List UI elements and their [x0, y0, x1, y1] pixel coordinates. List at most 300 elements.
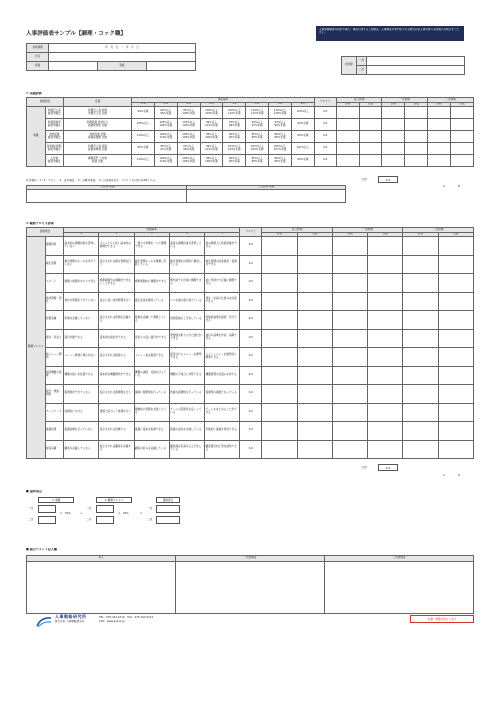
sec1-score-cell[interactable] — [428, 155, 451, 167]
sec1-level-header: 4.0 — [291, 103, 314, 107]
sec2-level-cell: 報連相の模範となっている — [205, 385, 240, 404]
equals: = — [140, 512, 143, 515]
sec2-level-cell: 機器の扱いが乱暴である — [64, 366, 99, 385]
sec1-score-cell[interactable] — [450, 155, 473, 167]
dept-label: 所属 — [27, 62, 49, 71]
evaluator-second-label: 二次 — [357, 66, 367, 75]
sec2-item: 接客意識 — [45, 440, 64, 459]
sec2-score-cell[interactable] — [438, 422, 473, 441]
sec1-score-cell[interactable] — [336, 155, 359, 167]
sec2-level-cell: 的確な報連相を行っている — [169, 385, 204, 404]
sec1-item: 人件費 前期実績比 — [45, 155, 64, 167]
sec1-score-header: 評価 — [382, 103, 405, 107]
sec1-header-weight: ウエイト — [314, 98, 336, 107]
sec1-level-cell: 101%以上 103%未満 — [177, 119, 200, 131]
sec1-score-cell[interactable] — [336, 119, 359, 131]
sec2-level-cell: 周囲と協力して業務を行う — [99, 403, 134, 422]
sec1-level-cell: 110%以上 — [132, 131, 155, 143]
sec2-score-cell[interactable] — [332, 292, 367, 311]
sec1-level-cell: 80%未満 — [291, 155, 314, 167]
sec2-level-cell: 積極的に周囲を支援している — [134, 403, 169, 422]
table-row — [27, 403, 474, 422]
sec1-def: 調理部門 人件費 前期 比較 — [64, 155, 132, 167]
sec2-level-header: 5 — [205, 233, 240, 237]
sec2-level-cell: ヒットメニューを継続的に開発できる — [205, 348, 240, 367]
final-process-first[interactable] — [96, 505, 114, 513]
sec2-score-cell[interactable] — [297, 255, 332, 274]
sec2-box-c: C — [443, 474, 445, 477]
sec1-point-header: 点数 — [450, 103, 473, 107]
sec2-score-cell[interactable] — [438, 255, 473, 274]
sec2-level-cell: 顧客を意識していない — [64, 440, 99, 459]
sec2-score-cell[interactable] — [262, 237, 297, 256]
sec2-score-cell[interactable] — [262, 422, 297, 441]
final-total-first[interactable] — [156, 505, 180, 513]
sec2-score-cell[interactable] — [368, 366, 403, 385]
sec2-score-cell[interactable] — [438, 366, 473, 385]
sec2-weight-cell[interactable]: 0.0 — [240, 422, 262, 441]
sec2-score-cell[interactable] — [297, 329, 332, 348]
sec1-level-header: 2.0 — [246, 103, 269, 107]
sec2-level-cell: 顧客満足を高める工夫をしている — [169, 440, 204, 459]
sec1-comment-second-field[interactable] — [186, 190, 346, 203]
sec2-level-cell: 原価を意識して調理している — [134, 311, 169, 330]
sec2-score-cell[interactable] — [332, 274, 367, 293]
sec1-level-cell: 93%以上 95%未満 — [269, 119, 292, 131]
sec2-total-value: 0.0 — [378, 464, 398, 471]
table-row — [27, 292, 474, 311]
sec2-level-cell: 原価低減策を提案・実行できる — [205, 311, 240, 330]
sec2-level-cell: 機器の不具合に対処できる — [169, 366, 204, 385]
sec2-score-cell[interactable] — [403, 292, 438, 311]
sec2-level-cell: 衛生管理の改善提案・指導ができる — [205, 255, 240, 274]
sec2-score-cell[interactable] — [332, 348, 367, 367]
table-row — [27, 107, 474, 119]
sec1-level-cell: 93%未満 — [291, 119, 314, 131]
sec2-score-cell[interactable] — [438, 385, 473, 404]
sec2-weight-cell[interactable]: 0.0 — [240, 329, 262, 348]
sec2-score-cell[interactable] — [368, 403, 403, 422]
sec1-score-cell[interactable] — [428, 119, 451, 131]
sec1-score-cell[interactable] — [336, 143, 359, 155]
final-second-label-1: 二次 — [28, 518, 34, 521]
sec2-level-cell: 機器管理の仕組みを作れる — [205, 366, 240, 385]
sec1-level-cell: 101%以上 103%未満 — [223, 143, 246, 155]
sec2-score-cell[interactable] — [262, 348, 297, 367]
process-table — [26, 227, 474, 459]
sec1-group-label: 業績 — [27, 107, 46, 167]
sec1-level-cell: 95%以上 97%未満 — [246, 119, 269, 131]
sec2-level-cell: ロスを最小限に抑えている — [169, 292, 204, 311]
sec2-level-cell: 後輩指導を行っていない — [64, 422, 99, 441]
sec2-score-cell[interactable] — [368, 440, 403, 459]
sec1-weight-cell[interactable]: 0.0 — [314, 131, 336, 143]
employee-info-table — [26, 43, 196, 71]
sec1-level-cell: 115%以上 120%未満 — [269, 107, 292, 119]
sec2-level-cell: 標準時間内の調理ができないことがある — [99, 274, 134, 293]
sec2-weight-cell[interactable]: 0.0 — [240, 403, 262, 422]
sec1-def: 料理原価 食材仕入 前期原価率 比較 — [64, 119, 132, 131]
sec1-level-cell: 85%以上 90%未満 — [246, 131, 269, 143]
sec1-title: ① 業績評価 — [26, 92, 42, 95]
sec2-score-cell[interactable] — [438, 237, 473, 256]
sec2-score-cell[interactable] — [403, 366, 438, 385]
sec2-level-cell: 基本的な機器操作ができる — [99, 366, 134, 385]
final-gyoseki-label: ① 業績 — [38, 497, 74, 503]
sec1-level-cell: 80%未満 — [291, 131, 314, 143]
sec2-score-cell[interactable] — [297, 422, 332, 441]
sec2-level-cell: 指示されれば顧客を意識する — [99, 440, 134, 459]
sec1-score-cell[interactable] — [359, 119, 382, 131]
sec1-level-header: 3.0 — [269, 103, 292, 107]
sec2-score-cell[interactable] — [297, 403, 332, 422]
evaluator-label: 評価者 — [342, 57, 357, 75]
sec2-level-cell: 季節感を取り入れた盛付ができる — [169, 329, 204, 348]
sec1-level-cell: 90%以上 95%未満 — [223, 155, 246, 167]
sec1-score-cell[interactable] — [405, 155, 428, 167]
table-row — [27, 143, 474, 155]
sec2-header-self: 自己評価 — [262, 228, 333, 233]
sec2-score-cell[interactable] — [438, 348, 473, 367]
sec2-score-cell[interactable] — [438, 311, 473, 330]
sec2-score-cell[interactable] — [332, 385, 367, 404]
sec2-score-cell[interactable] — [368, 292, 403, 311]
sec1-score-cell[interactable] — [382, 131, 405, 143]
sec1-level-header: -1.0 — [177, 103, 200, 107]
sec2-weight-cell[interactable]: 0.0 — [240, 440, 262, 459]
sec2-level-cell: 繁忙時でも迅速に調理できる — [169, 274, 204, 293]
sec1-level-cell: 80%以上 85%未満 — [269, 131, 292, 143]
sec2-level-cell: 顧客満足向上策を提案できる — [205, 440, 240, 459]
sec2-score-cell[interactable] — [297, 348, 332, 367]
sec2-score-header: 評価 — [403, 233, 438, 237]
sec1-level-cell: 97%以上 99%未満 — [223, 119, 246, 131]
sec2-score-cell[interactable] — [403, 311, 438, 330]
sec1-level-cell: 120%以上 — [291, 107, 314, 119]
sec2-level-cell: 採用されるメニューを開発できる — [169, 348, 204, 367]
comment-first-label: 一次評価者 — [176, 556, 325, 562]
sec2-score-cell[interactable] — [332, 237, 367, 256]
sec1-level-cell: 110%以上 — [132, 155, 155, 167]
sec2-score-cell[interactable] — [438, 329, 473, 348]
sec1-level-cell: 95%以上 100%未満 — [200, 155, 223, 167]
table-row — [27, 329, 474, 348]
sec1-level-header: -2.0 — [154, 103, 177, 107]
sec2-score-cell[interactable] — [262, 311, 297, 330]
sec2-level-cell: 発注・在庫の仕組みを改善できる — [205, 292, 240, 311]
sec2-level-cell: 顧客の好みを意識している — [134, 440, 169, 459]
sec2-level-cell: 調理に時間がかかりすぎる — [64, 274, 99, 293]
sec1-score-cell[interactable] — [336, 107, 359, 119]
sec1-level-cell: 105%以上 107%未満 — [269, 143, 292, 155]
sec1-level-cell: 110%以上 115%未満 — [246, 107, 269, 119]
sec1-weight-cell[interactable]: 0.0 — [314, 143, 336, 155]
sec1-level-cell: 107%以上 — [291, 143, 314, 155]
final-second-label-2: 二次 — [86, 518, 92, 521]
sec1-item: 食材廃棄 前期実績比 — [45, 131, 64, 143]
sec2-score-cell[interactable] — [438, 292, 473, 311]
sec1-score-cell[interactable] — [359, 143, 382, 155]
comment-first-field[interactable] — [176, 562, 325, 614]
sec1-level-cell: 105%以上 110%未満 — [223, 107, 246, 119]
sec1-level-header: 0.0 — [200, 103, 223, 107]
sec2-weight-cell[interactable]: 0.0 — [240, 292, 262, 311]
evaluator-first-field[interactable] — [367, 57, 465, 66]
sec2-level-header: 3 — [134, 233, 169, 237]
sec1-score-cell[interactable] — [359, 107, 382, 119]
sec2-header-item: 評価項目 — [27, 228, 64, 237]
comment-second-field[interactable] — [325, 562, 474, 614]
sec2-score-cell[interactable] — [297, 274, 332, 293]
sec2-score-cell[interactable] — [403, 237, 438, 256]
sec2-level-cell: 指示に従い食材管理を行う — [99, 292, 134, 311]
sec2-weight-cell[interactable]: 0.0 — [240, 348, 262, 367]
sec1-level-cell: 100%以上 105%未満 — [200, 107, 223, 119]
sec2-level-cell: メニュー開発に関心がない — [64, 348, 99, 367]
grade-field[interactable] — [147, 62, 196, 71]
final-pct-1: 50% — [65, 512, 71, 515]
sec2-score-cell[interactable] — [297, 366, 332, 385]
sec1-def: 料理売上高 前期 実績売上高 比較 — [64, 107, 132, 119]
sec2-level-cell: 他の調理人に技術指導ができる — [205, 237, 240, 256]
sec2-level-cell: 盛付の基準を作成・指導できる — [205, 329, 240, 348]
sec1-header-self: 自己評価 — [336, 98, 382, 103]
sec1-weight-cell[interactable]: 0.0 — [314, 155, 336, 167]
sec2-item: 調理技術 — [45, 237, 64, 256]
sec1-score-cell[interactable] — [382, 143, 405, 155]
sec1-level-cell: 99%以上 101%未満 — [200, 119, 223, 131]
sec2-score-cell[interactable] — [297, 440, 332, 459]
sec2-level-cell: 基本的な調理技術を習得していない — [64, 237, 99, 256]
sec2-score-cell[interactable] — [438, 440, 473, 459]
sec2-header-criteria: 評価基準 — [64, 228, 240, 233]
sec2-score-cell[interactable] — [403, 329, 438, 348]
sec2-level-cell: 標準時間内に調理ができる — [134, 274, 169, 293]
sec1-level-cell: 103%以上 105%未満 — [154, 119, 177, 131]
sec1-score-cell[interactable] — [450, 131, 473, 143]
sec2-weight-cell[interactable]: 0.0 — [240, 237, 262, 256]
sec2-score-cell[interactable] — [297, 237, 332, 256]
sec1-level-cell: 95%未満 — [132, 143, 155, 155]
times-1: × — [60, 512, 63, 515]
sec2-score-cell[interactable] — [297, 292, 332, 311]
sec2-header-first: 一次評価 — [332, 228, 403, 233]
sec2-level-cell: 常に迅速かつ正確に調理できる — [205, 274, 240, 293]
sec1-score-cell[interactable] — [382, 107, 405, 119]
evaluator-table — [341, 56, 465, 75]
sec2-score-cell[interactable] — [297, 385, 332, 404]
comment-self-field[interactable] — [27, 562, 176, 614]
table-row — [27, 255, 474, 274]
sec2-score-cell[interactable] — [368, 385, 403, 404]
sec1-weight-cell[interactable]: 0.0 — [314, 107, 336, 119]
sec2-score-cell[interactable] — [403, 385, 438, 404]
sec2-score-cell[interactable] — [297, 311, 332, 330]
sec2-item: スピード — [45, 274, 64, 293]
sec1-comment-first-field[interactable] — [27, 190, 187, 203]
company-tel: TEL：075-343-0710 FAX：075-343-4714 — [99, 616, 154, 619]
notice-banner — [316, 26, 464, 41]
sec2-box-d: D — [458, 474, 460, 477]
final-score-label: 最終得点 — [156, 497, 180, 503]
sec2-score-cell[interactable] — [262, 385, 297, 404]
sec2-score-cell[interactable] — [262, 255, 297, 274]
sec2-score-cell[interactable] — [368, 329, 403, 348]
sec1-level-cell: 95%以上 100%未満 — [200, 131, 223, 143]
sec2-weight-cell[interactable]: 0.0 — [240, 255, 262, 274]
sec2-score-cell[interactable] — [332, 403, 367, 422]
final-process-label: ② 職務プロセス — [96, 497, 132, 503]
sec2-point-header: 点数 — [297, 233, 332, 237]
final-process-second[interactable] — [96, 516, 114, 524]
sec2-score-cell[interactable] — [332, 329, 367, 348]
sec1-score-cell[interactable] — [428, 143, 451, 155]
sec2-score-cell[interactable] — [368, 348, 403, 367]
sec2-level-cell: 指示されれば原価を意識する — [99, 311, 134, 330]
sec2-score-cell[interactable] — [368, 422, 403, 441]
sec1-weight-cell[interactable]: 0.0 — [314, 119, 336, 131]
sec2-level-cell: チームをまとめることができる — [205, 403, 240, 422]
sec2-score-cell[interactable] — [332, 422, 367, 441]
sec2-level-cell: 見栄えの良い盛付ができる — [134, 329, 169, 348]
sec2-score-cell[interactable] — [368, 255, 403, 274]
sec2-score-cell[interactable] — [262, 440, 297, 459]
sec1-comment-second-label: 二次評価 業績 — [186, 186, 346, 190]
sec1-score-cell[interactable] — [450, 143, 473, 155]
sec2-level-cell: 原価低減の工夫をしている — [169, 311, 204, 330]
sec1-def: 食材廃棄 金額 前期廃棄額 比較 — [64, 131, 132, 143]
sec2-level-cell: 適正在庫を維持している — [134, 292, 169, 311]
table-row — [27, 131, 474, 143]
sec1-score-cell[interactable] — [405, 107, 428, 119]
sec2-score-cell[interactable] — [403, 440, 438, 459]
sec1-header-second: 二次評価 — [428, 98, 474, 103]
sec1-score-cell[interactable] — [382, 155, 405, 167]
sec2-level-cell: 後輩に基本を指導できる — [134, 422, 169, 441]
sec1-score-cell[interactable] — [405, 143, 428, 155]
sec2-level-cell: 原価を意識していない — [64, 311, 99, 330]
sec2-score-cell[interactable] — [403, 422, 438, 441]
period-field[interactable]: 年 月 日 ～ 年 月 日 — [49, 44, 196, 53]
final-first-label-3: 一次 — [147, 507, 153, 510]
evaluator-second-field[interactable] — [367, 66, 465, 75]
sec2-score-header: 評価 — [332, 233, 367, 237]
sec1-total-label: 合計 — [361, 178, 368, 181]
final-total-second[interactable] — [156, 516, 180, 524]
sec2-score-cell[interactable] — [403, 255, 438, 274]
sec1-score-cell[interactable] — [382, 119, 405, 131]
sec1-score-cell[interactable] — [405, 119, 428, 131]
company-sub: 株式会社 人事戦略研究所 — [55, 620, 85, 623]
sec2-score-cell[interactable] — [262, 274, 297, 293]
sec2-score-cell[interactable] — [438, 274, 473, 293]
sec2-score-cell[interactable] — [403, 274, 438, 293]
sec2-item: チームワーク — [45, 403, 64, 422]
sec2-level-cell: マニュアルに従い基本的な調理ができる — [99, 237, 134, 256]
sec2-score-cell[interactable] — [403, 403, 438, 422]
sec2-score-cell[interactable] — [332, 311, 367, 330]
sec2-item: 厨房機器の管理 — [45, 366, 64, 385]
sec2-score-cell[interactable] — [368, 237, 403, 256]
sec1-box-b: B — [458, 185, 460, 188]
final-second-label-3: 二次 — [147, 518, 153, 521]
sec2-header-second: 二次評価 — [403, 228, 474, 233]
sec2-level-cell: 衛生管理のルールを守れていない — [64, 255, 99, 274]
sec2-score-cell[interactable] — [368, 274, 403, 293]
final-gyoseki-second[interactable] — [38, 516, 56, 524]
final-first-label-2: 一次 — [86, 507, 92, 510]
sec2-score-cell[interactable] — [262, 292, 297, 311]
sec2-score-cell[interactable] — [403, 348, 438, 367]
sec1-score-header: 評価 — [336, 103, 359, 107]
sec1-score-cell[interactable] — [428, 131, 451, 143]
grade-label: 等級 — [98, 62, 147, 71]
sec2-score-header: 評価 — [262, 233, 297, 237]
sec1-level-cell: 103%以上 105%未満 — [246, 143, 269, 155]
times-2: × — [118, 512, 121, 515]
sec1-item: 料理原価率 前期実績比 — [45, 119, 64, 131]
notice-text: 人事評価制度の設計や導入・運用に関するご相談は、人事制度の専門家である株式会社人事労務へお気軽にお問合せください。 — [319, 28, 460, 35]
dept-field[interactable] — [49, 62, 98, 71]
sec1-comment-first-label: 一次評価 業績 — [27, 186, 187, 190]
sec1-level-cell: 105%以上 — [132, 119, 155, 131]
sec2-level-cell: 一通りの料理を一人で調理できる — [134, 237, 169, 256]
sec1-level-cell: 90%以上 95%未満 — [223, 131, 246, 143]
sec2-weight-cell[interactable]: 0.0 — [240, 274, 262, 293]
sec2-score-cell[interactable] — [332, 440, 367, 459]
sec1-level-cell: 99%以上 101%未満 — [200, 143, 223, 155]
sec2-score-cell[interactable] — [262, 366, 297, 385]
table-row — [27, 366, 474, 385]
sec2-score-cell[interactable] — [332, 255, 367, 274]
table-row — [27, 237, 474, 256]
sec2-score-cell[interactable] — [262, 403, 297, 422]
comment-second-label: 二次評価者 — [325, 556, 474, 562]
plus-1: + — [80, 512, 83, 515]
sec1-score-cell[interactable] — [428, 107, 451, 119]
sec1-level-cell: 90%以上 95%未満 — [154, 107, 177, 119]
sec1-score-cell[interactable] — [405, 131, 428, 143]
sec2-score-cell[interactable] — [438, 403, 473, 422]
sec1-score-cell[interactable] — [359, 131, 382, 143]
sec1-total-value: 0.0 — [378, 176, 398, 183]
sec1-item: 客単価(料理) 前期実績比 — [45, 143, 64, 155]
sec2-level-cell: 高度な調理技術を習得している — [169, 237, 204, 256]
sec1-header-first: 一次評価 — [382, 98, 428, 103]
final-gyoseki-first[interactable] — [38, 505, 56, 513]
sec1-header-def: 定義 — [64, 98, 132, 107]
sec1-level-cell: 100%以上 105%未満 — [177, 155, 200, 167]
sec2-weight-cell[interactable]: 0.0 — [240, 311, 262, 330]
sec2-weight-cell[interactable]: 0.0 — [240, 366, 262, 385]
sec2-score-cell[interactable] — [332, 366, 367, 385]
sec1-score-cell[interactable] — [336, 131, 359, 143]
sec2-score-cell[interactable] — [368, 311, 403, 330]
sec2-total-label: 合計 — [361, 466, 368, 469]
sec2-weight-cell[interactable]: 0.0 — [240, 385, 262, 404]
sec1-level-cell: 97%以上 99%未満 — [177, 143, 200, 155]
sec2-score-cell[interactable] — [262, 329, 297, 348]
final-score-block — [28, 497, 218, 537]
name-field[interactable] — [49, 53, 196, 62]
sec2-item: 後輩指導 — [45, 422, 64, 441]
sec2-item: 原価意識 — [45, 311, 64, 330]
table-row — [27, 274, 474, 293]
sec1-score-cell[interactable] — [450, 119, 473, 131]
sec1-score-cell[interactable] — [450, 107, 473, 119]
sec1-score-cell[interactable] — [359, 155, 382, 167]
sec1-level-header: -3.0 — [132, 103, 155, 107]
